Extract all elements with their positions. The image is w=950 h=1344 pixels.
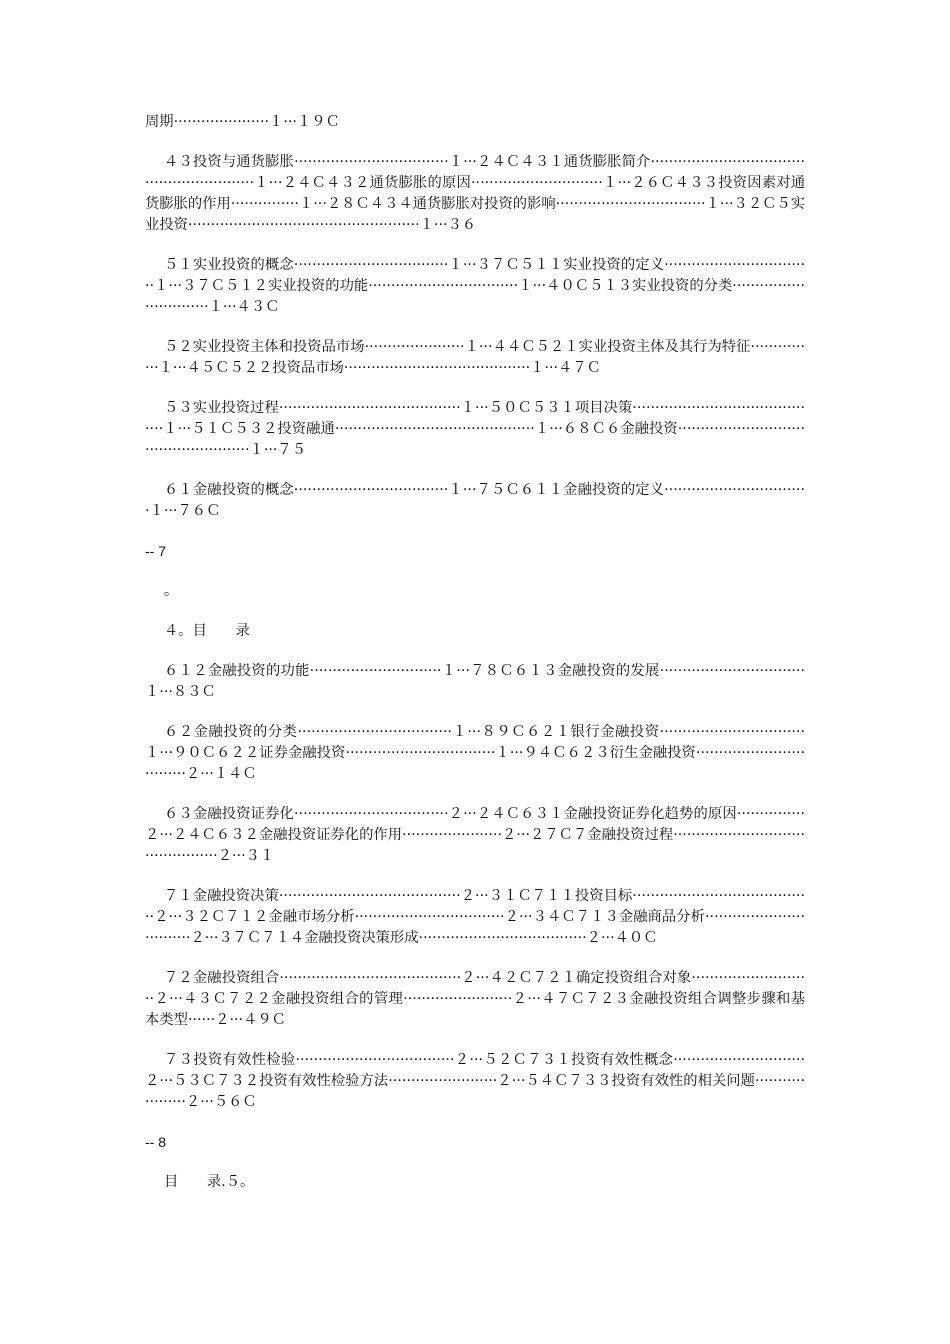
toc-paragraph: 周期·····················１···１９Ｃ xyxy=(145,114,340,130)
toc-paragraph: ７１金融投资决策········································２···３１Ｃ７１１投资目标········································２···３２Ｃ７１２金融市场分析·································２···３４Ｃ７１３金融商品分析································２···３７Ｃ７１４金融投资决策形成·····································２···４０Ｃ xyxy=(145,888,805,946)
page-marker: -- 8 xyxy=(145,1134,166,1150)
toc-paragraph: ６３金融投资证券化··································２···２４Ｃ６３１金融投资证券化趋势的原因···············２···２４Ｃ６３２金融投资证券化的作用······················２···２７Ｃ７金融投资过程·············································２···３１ xyxy=(145,806,805,864)
toc-paragraph: ６２金融投资的分类··································１···８９Ｃ６２１银行金融投资································１···９０Ｃ６２２证券金融投资·································１···９４Ｃ６２３衍生金融投资·································２···１４Ｃ xyxy=(145,724,805,782)
toc-paragraph: ４３投资与通货膨胀··································１···２４Ｃ４３１通货膨胀简介··························································１···２４Ｃ４３２通货膨胀的原因·····························１···２６Ｃ４３３投资因素对通货膨胀的作用···············１···２８Ｃ４３４通货膨胀对投资的影响·································１···３２Ｃ５实业投资···················································１···３６ xyxy=(145,154,806,233)
toc-paragraph: ６１２金融投资的功能·····························１···７８Ｃ６１３金融投资的发展································１···８３Ｃ xyxy=(145,663,805,700)
toc-heading: 目 录.５。 xyxy=(164,1174,255,1190)
toc-paragraph: ５３实业投资过程········································１···５０Ｃ５３１项目决策··········································１···５１Ｃ５３２投资融通············································１···６８Ｃ６金融投资···················································１···７５ xyxy=(145,400,805,458)
toc-paragraph: ５１实业投资的概念··································１···３７Ｃ５１１实业投资的定义·································１···３７Ｃ５１２实业投资的功能·································１···４０Ｃ５１３实业投资的分类······························１···４３Ｃ xyxy=(145,257,805,315)
toc-paragraph: ７３投资有效性检验···································２···５２Ｃ７３１投资有效性概念·····························２···５３Ｃ７３２投资有效性检验方法························２···５４Ｃ７３３投资有效性的相关问题····················２···５６Ｃ xyxy=(145,1052,805,1110)
toc-heading: ４。目 录 xyxy=(164,623,250,639)
toc-paragraph: ７２金融投资组合········································２···４２Ｃ７２１确定投资组合对象···························２···４３Ｃ７２２金融投资组合的管理························２···４７Ｃ７２３金融投资组合调整步骤和基本类型······２···４９Ｃ xyxy=(145,970,805,1028)
stray-mark: 。 xyxy=(164,583,179,599)
toc-paragraph: ５２实业投资主体和投资品市场······················１···４４Ｃ５２１实业投资主体及其行为特征···············１···４５Ｃ５２２投资品市场·········································１···４７Ｃ xyxy=(145,339,805,376)
toc-paragraph: ６１金融投资的概念··································１···７５Ｃ６１１金融投资的定义································１···７６Ｃ xyxy=(145,482,805,519)
page-marker: -- 7 xyxy=(145,543,166,559)
document-body xyxy=(145,112,805,1212)
